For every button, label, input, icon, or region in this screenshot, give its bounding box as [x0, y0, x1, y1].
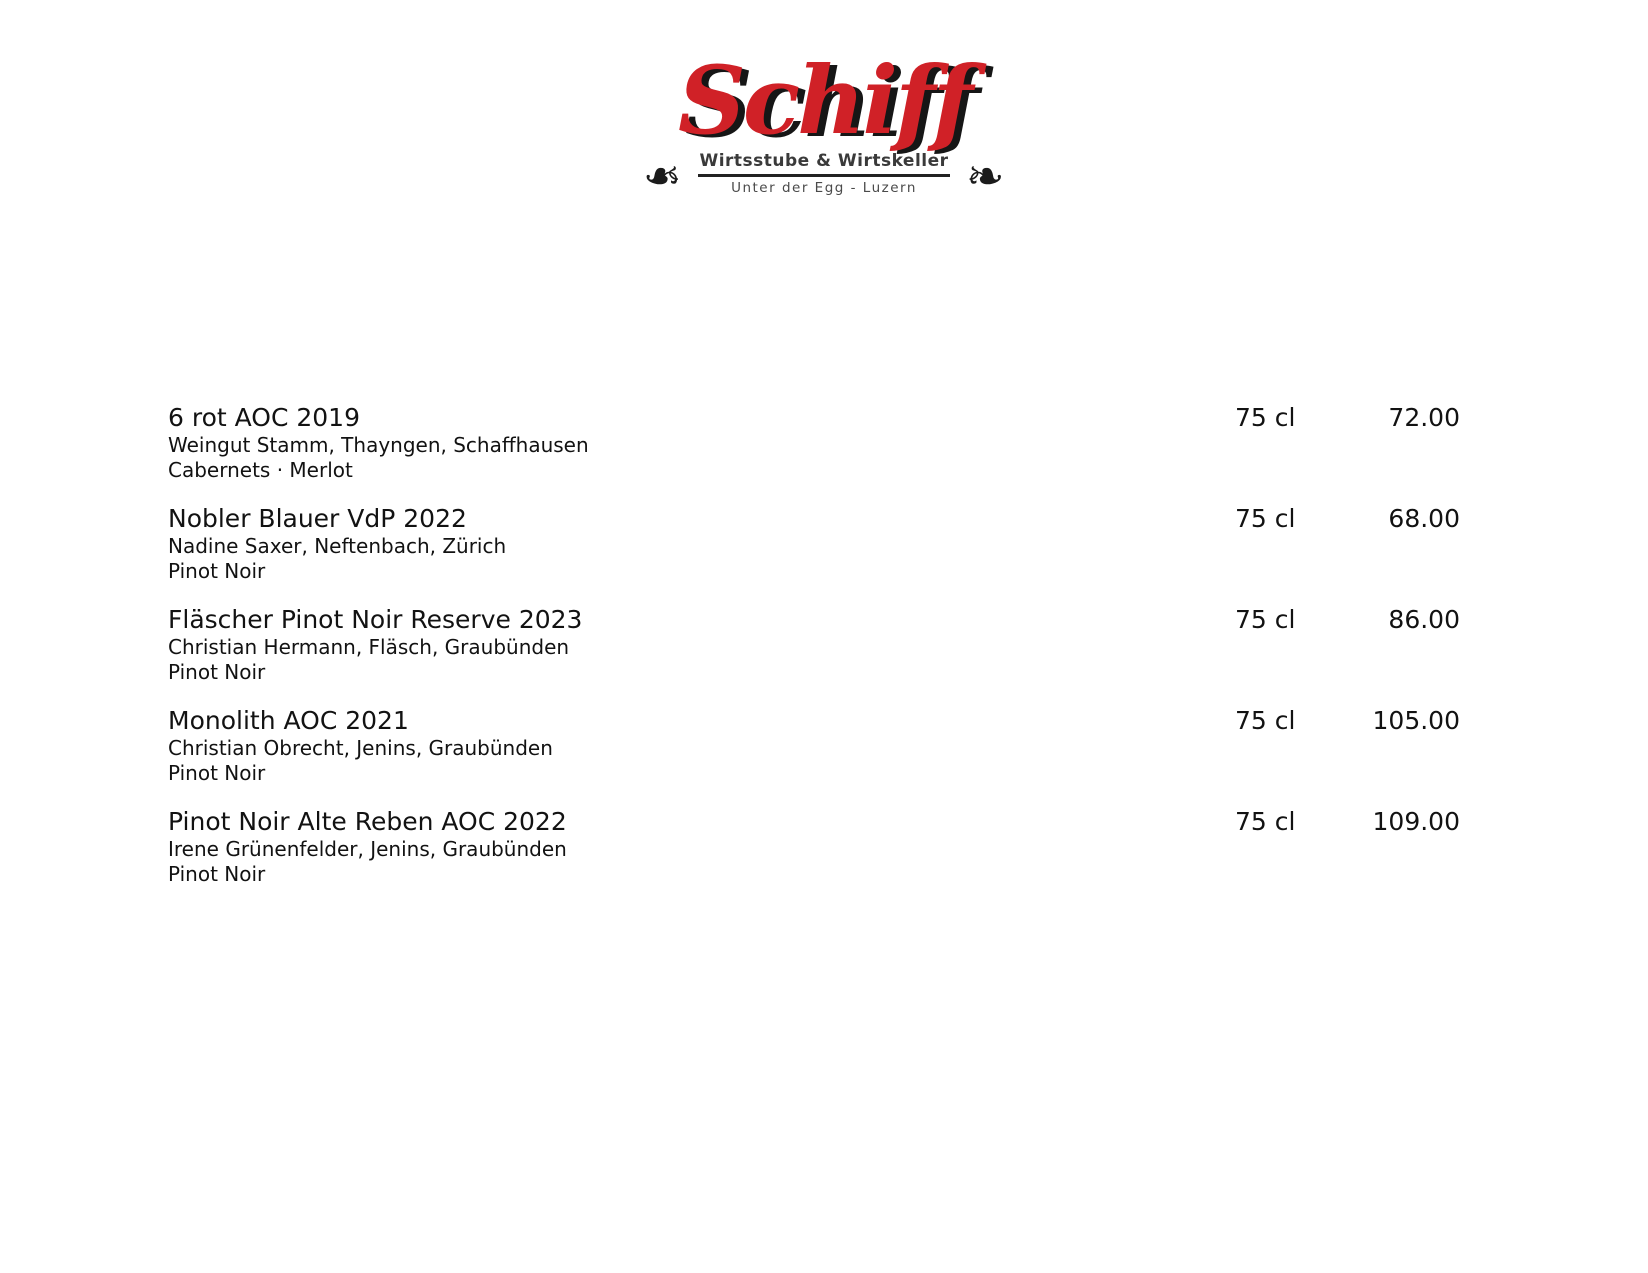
wine-price: 68.00: [1388, 504, 1460, 533]
wine-bottle-size: 75 cl: [1235, 706, 1296, 735]
wine-price: 86.00: [1388, 605, 1460, 634]
wine-price: 105.00: [1372, 706, 1460, 735]
wine-grape-variety: Pinot Noir: [168, 761, 266, 785]
wine-list-item: [168, 605, 1460, 685]
wine-grape-variety: Pinot Noir: [168, 559, 266, 583]
wine-list-item: [168, 504, 1460, 584]
wine-list-item: [168, 706, 1460, 786]
wine-producer: Irene Grünenfelder, Jenins, Graubünden: [168, 837, 567, 861]
wine-list-item: [168, 807, 1460, 887]
wine-list-item: [168, 403, 1460, 483]
wine-price: 109.00: [1372, 807, 1460, 836]
wine-grape-variety: Pinot Noir: [168, 862, 266, 886]
logo-location: Unter der Egg - Luzern: [731, 180, 917, 197]
logo-divider: [698, 174, 950, 177]
wine-name: Fläscher Pinot Noir Reserve 2023: [168, 605, 583, 634]
wine-bottle-size: 75 cl: [1235, 403, 1296, 432]
wine-list: [168, 403, 1460, 908]
floral-ornament-right-icon: ❧: [966, 148, 1005, 203]
wine-price: 72.00: [1388, 403, 1460, 432]
wine-producer: Christian Hermann, Fläsch, Graubünden: [168, 635, 570, 659]
logo-tagline-stack: [698, 151, 950, 196]
wine-grape-variety: Pinot Noir: [168, 660, 266, 684]
wine-producer: Weingut Stamm, Thayngen, Schaffhausen: [168, 433, 589, 457]
wine-info: [168, 807, 1235, 887]
wine-info: [168, 706, 1235, 786]
wine-info: [168, 605, 1235, 685]
logo-tagline: Wirtsstube & Wirtskeller: [699, 151, 949, 172]
wine-grape-variety: Cabernets · Merlot: [168, 458, 353, 482]
wine-info: [168, 504, 1235, 584]
floral-ornament-left-icon: ❧: [643, 148, 682, 203]
wine-name: 6 rot AOC 2019: [168, 403, 360, 432]
restaurant-logo: [0, 46, 1648, 203]
wine-bottle-size: 75 cl: [1235, 504, 1296, 533]
wine-name: Monolith AOC 2021: [168, 706, 409, 735]
wine-name: Pinot Noir Alte Reben AOC 2022: [168, 807, 567, 836]
logo-tagline-block: [643, 148, 1005, 203]
wine-name: Nobler Blauer VdP 2022: [168, 504, 467, 533]
wine-bottle-size: 75 cl: [1235, 807, 1296, 836]
logo-brand-text: Schiff: [677, 46, 971, 156]
wine-producer: Nadine Saxer, Neftenbach, Zürich: [168, 534, 507, 558]
wine-producer: Christian Obrecht, Jenins, Graubünden: [168, 736, 553, 760]
wine-info: [168, 403, 1235, 483]
wine-bottle-size: 75 cl: [1235, 605, 1296, 634]
